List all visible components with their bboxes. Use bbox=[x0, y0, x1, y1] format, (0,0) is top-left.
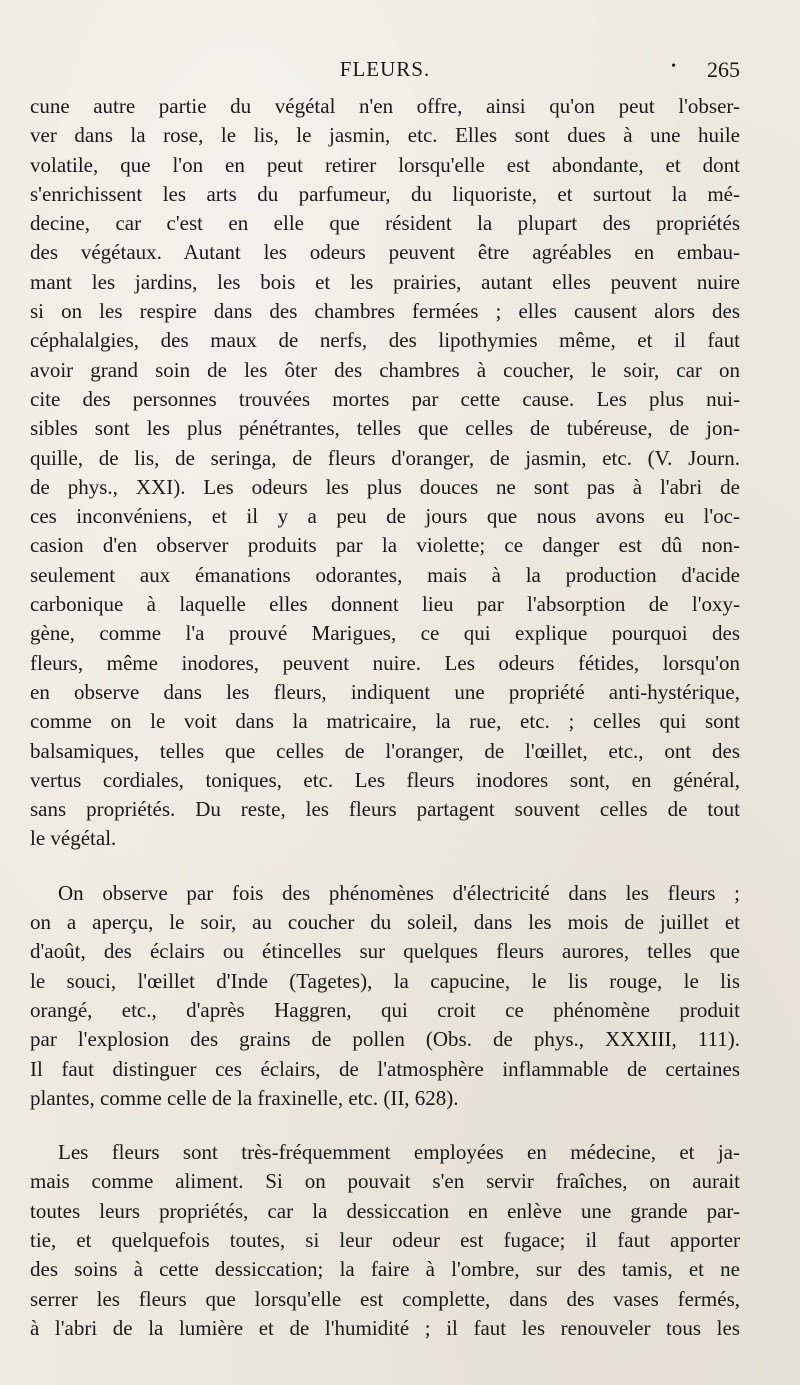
text-line: plantes, comme celle de la fraxinelle, etc. (II, 628). bbox=[30, 1085, 459, 1110]
text-line: s'enrichissent les arts du parfumeur, du liquoriste, et surtout la mé- bbox=[30, 181, 740, 206]
paragraph-medecine bbox=[30, 1138, 740, 1343]
text-line: quille, de lis, de seringa, de fleurs d'oranger, de jasmin, etc. (V. Journ. bbox=[30, 445, 740, 470]
text-line: mais comme aliment. Si on pouvait s'en servir fraîches, on aurait bbox=[30, 1169, 740, 1194]
text-line: on a aperçu, le soir, au coucher du soleil, dans les mois de juillet et bbox=[30, 910, 740, 935]
text-line: avoir grand soin de les ôter des chambres à coucher, le soir, car on bbox=[30, 357, 740, 382]
printer-mark: • bbox=[671, 59, 676, 74]
text-line: gène, comme l'a prouvé Marigues, ce qui explique pourquoi des bbox=[30, 621, 740, 646]
text-line: en observe dans les fleurs, indiquent une propriété anti-hystérique, bbox=[30, 679, 740, 704]
text-line: le végétal. bbox=[30, 826, 117, 851]
text-line: si on les respire dans des chambres fermées ; elles causent alors des bbox=[30, 299, 740, 324]
text-line: comme on le voit dans la matricaire, la rue, etc. ; celles qui sont bbox=[30, 709, 740, 734]
text-line: carbonique à laquelle elles donnent lieu par l'absorption de l'oxy- bbox=[30, 592, 740, 617]
body-text bbox=[30, 92, 740, 1343]
text-line: Il faut distinguer ces éclairs, de l'atmosphère inflammable de certaines bbox=[30, 1056, 740, 1081]
page-header bbox=[30, 57, 740, 89]
text-line: casion d'en observer produits par la violette; ce danger est dû non- bbox=[30, 533, 740, 558]
text-line: tie, et quelquefois toutes, si leur odeur est fugace; il faut apporter bbox=[30, 1227, 740, 1252]
text-line: mant les jardins, les bois et les prairies, autant elles peuvent nuire bbox=[30, 269, 740, 294]
text-line: d'août, des éclairs ou étincelles sur quelques fleurs aurores, telles que bbox=[30, 939, 740, 964]
text-line: céphalalgies, des maux de nerfs, des lipothymies même, et il faut bbox=[30, 328, 740, 353]
text-line: On observe par fois des phénomènes d'électricité dans les fleurs ; bbox=[58, 880, 740, 905]
text-line: par l'explosion des grains de pollen (Obs. de phys., XXXIII, 111). bbox=[30, 1027, 740, 1052]
text-line: volatile, que l'on en peut retirer lorsqu'elle est abondante, et dont bbox=[30, 152, 740, 177]
paragraph-electricite bbox=[30, 879, 740, 1113]
page-number: 265 bbox=[707, 57, 740, 82]
text-line: ver dans la rose, le lis, le jasmin, etc. Elles sont dues à une huile bbox=[30, 123, 740, 148]
text-line: seulement aux émanations odorantes, mais à la production d'acide bbox=[30, 562, 740, 587]
text-line: orangé, etc., d'après Haggren, qui croit ce phénomène produit bbox=[30, 997, 740, 1022]
text-line: decine, car c'est en elle que résident la plupart des propriétés bbox=[30, 211, 740, 236]
text-line: de phys., XXI). Les odeurs les plus douces ne sont pas à l'abri de bbox=[30, 474, 740, 499]
text-line: à l'abri de la lumière et de l'humidité ; il faut les renouveler tous les bbox=[30, 1315, 740, 1340]
text-line: cune autre partie du végétal n'en offre, ainsi qu'on peut l'obser- bbox=[30, 94, 740, 118]
text-line: le souci, l'œillet d'Inde (Tagetes), la capucine, le lis rouge, le lis bbox=[30, 968, 740, 993]
text-line: sans propriétés. Du reste, les fleurs partagent souvent celles de tout bbox=[30, 797, 740, 822]
paragraph-odeurs bbox=[30, 92, 740, 854]
text-line: toutes leurs propriétés, car la dessiccation en enlève une grande par- bbox=[30, 1198, 740, 1223]
running-title: FLEURS. bbox=[339, 57, 431, 81]
text-line: serrer les fleurs que lorsqu'elle est complette, dans des vases fermés, bbox=[30, 1286, 740, 1311]
text-line: fleurs, même inodores, peuvent nuire. Les odeurs fétides, lorsqu'on bbox=[30, 650, 740, 675]
text-line: des végétaux. Autant les odeurs peuvent être agréables en embau- bbox=[30, 240, 740, 265]
text-line: balsamiques, telles que celles de l'oranger, de l'œillet, etc., ont des bbox=[30, 738, 740, 763]
text-line: sibles sont les plus pénétrantes, telles que celles de tubéreuse, de jon- bbox=[30, 416, 740, 441]
text-line: des soins à cette dessiccation; la faire à l'ombre, sur des tamis, et ne bbox=[30, 1257, 740, 1282]
text-line: cite des personnes trouvées mortes par cette cause. Les plus nui- bbox=[30, 386, 740, 411]
text-line: vertus cordiales, toniques, etc. Les fleurs inodores sont, en général, bbox=[30, 767, 740, 792]
text-line: Les fleurs sont très-fréquemment employées en médecine, et ja- bbox=[58, 1140, 740, 1165]
text-line: ces inconvéniens, et il y a peu de jours que nous avons eu l'oc- bbox=[30, 504, 740, 529]
